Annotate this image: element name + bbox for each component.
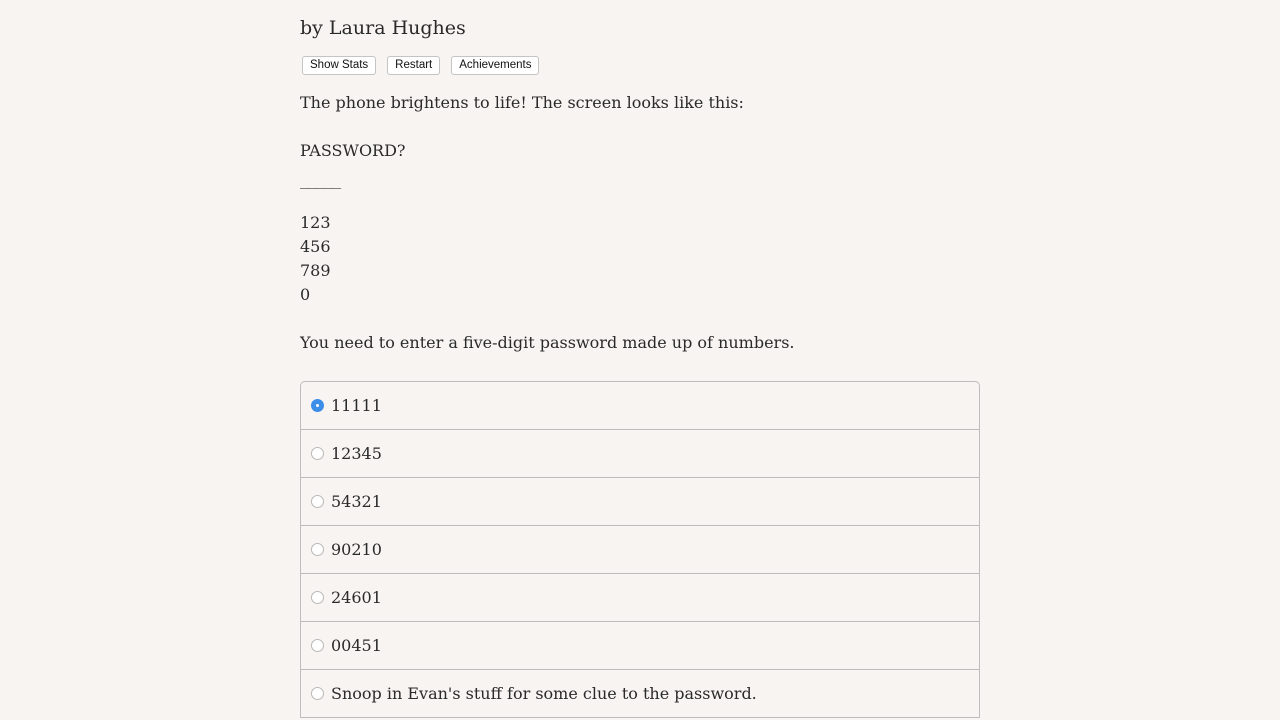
toolbar <box>302 56 539 75</box>
achievements-button[interactable]: Achievements <box>451 56 539 75</box>
choice-label: 11111 <box>331 396 382 415</box>
choice-list <box>300 381 980 718</box>
choice-option-90210[interactable] <box>301 526 979 574</box>
keypad-row: 789 <box>300 261 331 280</box>
password-prompt: PASSWORD? <box>300 141 406 160</box>
choice-option-12345[interactable] <box>301 430 979 478</box>
choice-label: 12345 <box>331 444 382 463</box>
show-stats-button[interactable]: Show Stats <box>302 56 376 75</box>
radio-icon[interactable] <box>311 591 324 604</box>
choice-label: 90210 <box>331 540 382 559</box>
choice-label: 00451 <box>331 636 382 655</box>
choice-label: 54321 <box>331 492 382 511</box>
choice-label: 24601 <box>331 588 382 607</box>
password-instruction: You need to enter a five-digit password made up of numbers. <box>300 333 795 352</box>
choice-option-54321[interactable] <box>301 478 979 526</box>
choice-option-00451[interactable] <box>301 622 979 670</box>
choice-option-11111[interactable] <box>301 382 979 430</box>
author-byline: by Laura Hughes <box>300 17 466 39</box>
radio-selected-icon[interactable] <box>311 399 324 412</box>
radio-icon[interactable] <box>311 639 324 652</box>
radio-icon[interactable] <box>311 543 324 556</box>
radio-icon[interactable] <box>311 687 324 700</box>
choice-option-snoop[interactable] <box>301 670 979 718</box>
password-blanks: _____ <box>300 171 341 189</box>
choice-option-24601[interactable] <box>301 574 979 622</box>
keypad-row: 456 <box>300 237 331 256</box>
keypad-row: 123 <box>300 213 331 232</box>
restart-button[interactable]: Restart <box>387 56 440 75</box>
choice-label: Snoop in Evan's stuff for some clue to the password. <box>331 684 757 703</box>
keypad-row: 0 <box>300 285 311 304</box>
radio-icon[interactable] <box>311 447 324 460</box>
radio-icon[interactable] <box>311 495 324 508</box>
story-intro: The phone brightens to life! The screen looks like this: <box>300 93 744 112</box>
